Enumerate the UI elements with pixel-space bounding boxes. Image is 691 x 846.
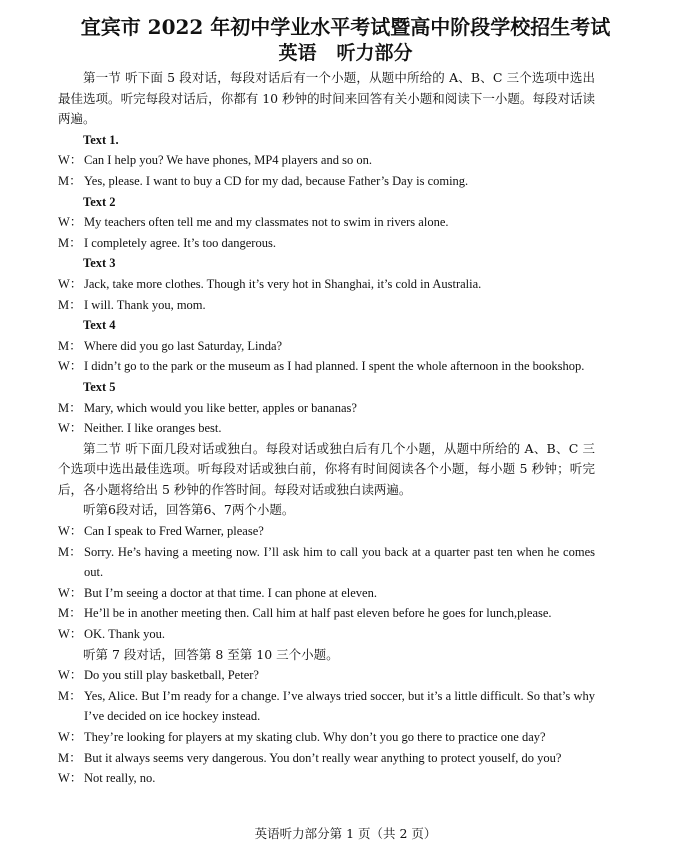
utterance-text: Can I help you? We have phones, MP4 players and so on. — [84, 153, 372, 168]
exam-subtitle — [58, 40, 633, 66]
section1-instruction: 第一节 听下面 5 段对话，每段对话后有一个小题，从题中所给的 A、B、C 三个选项中选出最佳选项。听完每段对话后，你都有 10 秒钟的时间来回答有关小题和阅读下一小题。每段对话读两遍。 — [58, 70, 595, 127]
speaker-label: W： — [58, 359, 83, 374]
dialogue-line — [58, 521, 595, 542]
text-heading: Text 2 — [83, 194, 116, 209]
dialogue-line — [58, 727, 595, 748]
page-footer: 英语听力部分第 1 页（共 2 页） — [254, 826, 437, 841]
utterance-text: I will. Thank you, mom. — [84, 297, 206, 312]
dialogue-line — [58, 171, 595, 192]
dialogue-line — [58, 686, 595, 727]
dialogue-line — [58, 665, 595, 686]
dialogue-line — [58, 398, 595, 419]
speaker-label: M： — [58, 400, 82, 415]
utterance-text: Yes, please. I want to buy a CD for my dad, because Father’s Day is coming. — [84, 173, 469, 188]
utterance-text: My teachers often tell me and my classmates not to swim in rivers alone. — [84, 215, 449, 230]
speaker-label: M： — [58, 606, 82, 621]
speaker-label: M： — [58, 688, 82, 703]
dialogue7-lines — [58, 665, 595, 789]
dialogue-line — [58, 748, 595, 769]
dialogue-line — [58, 295, 595, 316]
part-label: 听力部分 — [336, 42, 413, 64]
speaker-label: W： — [58, 153, 83, 168]
subject-label: 英语 — [278, 42, 317, 64]
speaker-label: W： — [58, 524, 83, 539]
dialogue-line — [58, 336, 595, 357]
dialogue-line — [58, 768, 595, 789]
utterance-text: OK. Thank you. — [84, 627, 166, 642]
dialogue7-instruction: 听第 7 段对话，回答第 8 至第 10 三个小题。 — [83, 646, 339, 662]
speaker-label: W： — [58, 627, 83, 642]
dialogue-line — [58, 356, 595, 377]
utterance-text: He’ll be in another meeting then. Call him at half past eleven before he goes for lunch,please. — [84, 606, 552, 621]
utterance-text: But it always seems very dangerous. You don’t really wear anything to protect youself, do you? — [84, 750, 562, 765]
dialogue-line — [58, 583, 595, 604]
dialogue-line — [58, 542, 595, 583]
utterance-text: Not really, no. — [84, 771, 156, 786]
utterance-text: Sorry. He’s having a meeting now. I’ll ask him to call you back at a quarter past ten when he comes out. — [84, 544, 595, 580]
text-heading: Text 5 — [83, 379, 116, 394]
utterance-text: Neither. I like oranges best. — [84, 421, 222, 436]
speaker-label: W： — [58, 276, 83, 291]
utterance-text: But I’m seeing a doctor at that time. I can phone at eleven. — [84, 585, 377, 600]
dialogue-line — [58, 274, 595, 295]
speaker-label: W： — [58, 771, 83, 786]
speaker-label: M： — [58, 338, 82, 353]
speaker-label: W： — [58, 585, 83, 600]
dialogue6-instruction: 听第6段对话，回答第6、7两个小题。 — [83, 502, 295, 518]
dialogue-line — [58, 212, 595, 233]
utterance-text: Yes, Alice. But I’m ready for a change. I’ve always tried soccer, but it’s a little difficult. So that’s why I’ve decided on ice hockey instead. — [84, 688, 595, 724]
speaker-label: W： — [58, 668, 83, 683]
utterance-text: Mary, which would you like better, apples or bananas? — [84, 400, 357, 415]
utterance-text: Where did you go last Saturday, Linda? — [84, 338, 283, 353]
speaker-label: M： — [58, 544, 82, 559]
dialogue-line — [58, 233, 595, 254]
dialogue-line — [58, 150, 595, 171]
text-heading: Text 3 — [83, 256, 116, 271]
utterance-text: Do you still play basketball, Peter? — [84, 668, 259, 683]
section2-instruction: 第二节 听下面几段对话或独白。每段对话或独白后有几个小题，从题中所给的 A、B、C 三个选项中选出最佳选项。听每段对话或独白前，你将有时间阅读各个小题，每小题 5 秒钟；听完后，各小题将给出 5 秒钟的作答时间。每段对话或独白读两遍。 — [58, 440, 595, 497]
dialogue-line — [58, 624, 595, 645]
speaker-label: M： — [58, 750, 82, 765]
speaker-label: M： — [58, 173, 82, 188]
speaker-label: M： — [58, 235, 82, 250]
utterance-text: Can I speak to Fred Warner, please? — [84, 524, 264, 539]
utterance-text: I completely agree. It’s too dangerous. — [84, 235, 276, 250]
utterance-text: I didn’t go to the park or the museum as I had planned. I spent the whole afternoon in the bookshop. — [84, 359, 585, 374]
utterance-text: Jack, take more clothes. Though it’s very hot in Shanghai, it’s cold in Australia. — [84, 276, 482, 291]
speaker-label: W： — [58, 421, 83, 436]
exam-title: 宜宾市 2022 年初中学业水平考试暨高中阶段学校招生考试 — [80, 15, 611, 39]
utterance-text: They’re looking for players at my skating club. Why don’t you go there to practice one day? — [84, 730, 546, 744]
dialogue-line — [58, 418, 595, 439]
dialogue6-lines — [58, 521, 595, 645]
speaker-label: W： — [58, 730, 83, 744]
dialogue-line — [58, 603, 595, 624]
text-heading: Text 4 — [83, 318, 116, 333]
section1-texts — [58, 130, 595, 439]
text-heading: Text 1. — [83, 132, 119, 147]
speaker-label: M： — [58, 297, 82, 312]
speaker-label: W： — [58, 215, 83, 230]
